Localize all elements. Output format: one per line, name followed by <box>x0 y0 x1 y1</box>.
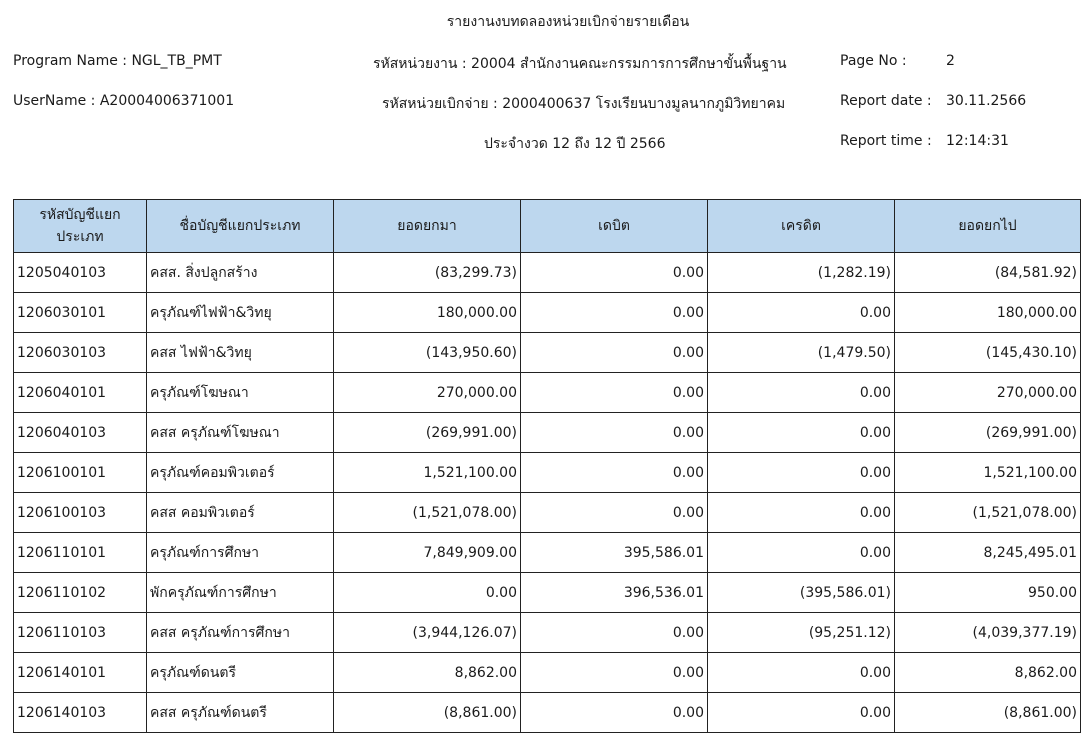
table-row <box>14 693 1081 733</box>
cell-opening-balance: (143,950.60) <box>334 333 521 373</box>
cell-credit: (395,586.01) <box>708 573 895 613</box>
cell-debit: 0.00 <box>521 293 708 333</box>
cell-closing-balance: (4,039,377.19) <box>895 613 1081 653</box>
unit-code: รหัสหน่วยงาน : 20004 สำนักงานคณะกรรมการการศึกษาขั้นพื้นฐาน <box>373 56 787 72</box>
cell-debit: 0.00 <box>521 373 708 413</box>
table-row <box>14 453 1081 493</box>
report-title: รายงานงบทดลองหน่วยเบิกจ่ายรายเดือน <box>446 14 690 30</box>
report-time-label: Report time : <box>840 133 932 149</box>
table-row <box>14 493 1081 533</box>
user-name: UserName : A20004006371001 <box>13 93 235 109</box>
cell-closing-balance: (84,581.92) <box>895 253 1081 293</box>
cell-debit: 0.00 <box>521 653 708 693</box>
cell-debit: 0.00 <box>521 493 708 533</box>
cell-account-name: คสส ครุภัณฑ์การศึกษา <box>147 613 334 653</box>
cell-account-code: 1206030101 <box>14 293 147 333</box>
cell-credit: 0.00 <box>708 413 895 453</box>
cell-closing-balance: 8,862.00 <box>895 653 1081 693</box>
cell-opening-balance: 270,000.00 <box>334 373 521 413</box>
table-row <box>14 653 1081 693</box>
cell-opening-balance: 7,849,909.00 <box>334 533 521 573</box>
disbursement-unit: รหัสหน่วยเบิกจ่าย : 2000400637 โรงเรียนบางมูลนากภูมิวิทยาคม <box>382 96 786 112</box>
cell-account-name: พักครุภัณฑ์การศึกษา <box>147 573 334 613</box>
table-row <box>14 253 1081 293</box>
cell-opening-balance: 8,862.00 <box>334 653 521 693</box>
cell-debit: 395,586.01 <box>521 533 708 573</box>
report-period: ประจำงวด 12 ถึง 12 ปี 2566 <box>484 136 666 152</box>
cell-credit: (1,479.50) <box>708 333 895 373</box>
table-row <box>14 613 1081 653</box>
cell-opening-balance: (3,944,126.07) <box>334 613 521 653</box>
program-name: Program Name : NGL_TB_PMT <box>13 53 222 69</box>
header-credit: เครดิต <box>708 200 895 253</box>
cell-account-name: คสส ครุภัณฑ์ดนตรี <box>147 693 334 733</box>
table-body <box>14 253 1081 733</box>
cell-account-code: 1205040103 <box>14 253 147 293</box>
cell-opening-balance: (8,861.00) <box>334 693 521 733</box>
header-account-code: รหัสบัญชีแยกประเภท <box>14 200 147 253</box>
cell-account-code: 1206140101 <box>14 653 147 693</box>
header-closing-balance: ยอดยกไป <box>895 200 1081 253</box>
cell-account-code: 1206110103 <box>14 613 147 653</box>
table-header-row <box>14 200 1081 253</box>
cell-closing-balance: 1,521,100.00 <box>895 453 1081 493</box>
header-account-name: ชื่อบัญชีแยกประเภท <box>147 200 334 253</box>
cell-account-code: 1206100101 <box>14 453 147 493</box>
cell-credit: 0.00 <box>708 453 895 493</box>
cell-closing-balance: (1,521,078.00) <box>895 493 1081 533</box>
cell-opening-balance: (1,521,078.00) <box>334 493 521 533</box>
cell-account-name: คสส คอมพิวเตอร์ <box>147 493 334 533</box>
cell-debit: 0.00 <box>521 333 708 373</box>
cell-account-name: ครุภัณฑ์ไฟฟ้า&วิทยุ <box>147 293 334 333</box>
cell-opening-balance: 0.00 <box>334 573 521 613</box>
cell-credit: 0.00 <box>708 693 895 733</box>
cell-account-code: 1206140103 <box>14 693 147 733</box>
cell-closing-balance: 8,245,495.01 <box>895 533 1081 573</box>
cell-account-name: ครุภัณฑ์ดนตรี <box>147 653 334 693</box>
header-debit: เดบิต <box>521 200 708 253</box>
cell-closing-balance: 950.00 <box>895 573 1081 613</box>
cell-account-code: 1206040103 <box>14 413 147 453</box>
cell-credit: (1,282.19) <box>708 253 895 293</box>
trial-balance-table <box>13 199 1081 733</box>
cell-credit: 0.00 <box>708 533 895 573</box>
cell-opening-balance: (269,991.00) <box>334 413 521 453</box>
cell-credit: 0.00 <box>708 293 895 333</box>
cell-closing-balance: 180,000.00 <box>895 293 1081 333</box>
cell-account-code: 1206110102 <box>14 573 147 613</box>
cell-account-code: 1206030103 <box>14 333 147 373</box>
cell-closing-balance: (269,991.00) <box>895 413 1081 453</box>
table-row <box>14 573 1081 613</box>
cell-account-name: คสส. สิ่งปลูกสร้าง <box>147 253 334 293</box>
cell-account-code: 1206110101 <box>14 533 147 573</box>
cell-debit: 0.00 <box>521 613 708 653</box>
cell-opening-balance: 1,521,100.00 <box>334 453 521 493</box>
cell-opening-balance: 180,000.00 <box>334 293 521 333</box>
report-time-value: 12:14:31 <box>946 133 1009 149</box>
cell-debit: 0.00 <box>521 453 708 493</box>
table-row <box>14 333 1081 373</box>
table-row <box>14 413 1081 453</box>
cell-closing-balance: (8,861.00) <box>895 693 1081 733</box>
cell-debit: 396,536.01 <box>521 573 708 613</box>
report-date-label: Report date : <box>840 93 932 109</box>
cell-credit: 0.00 <box>708 373 895 413</box>
page-number-label: Page No : <box>840 53 907 69</box>
cell-account-name: ครุภัณฑ์การศึกษา <box>147 533 334 573</box>
cell-debit: 0.00 <box>521 693 708 733</box>
cell-account-code: 1206040101 <box>14 373 147 413</box>
table-row <box>14 533 1081 573</box>
cell-account-code: 1206100103 <box>14 493 147 533</box>
cell-credit: (95,251.12) <box>708 613 895 653</box>
report-date-value: 30.11.2566 <box>946 93 1027 109</box>
cell-closing-balance: 270,000.00 <box>895 373 1081 413</box>
cell-credit: 0.00 <box>708 493 895 533</box>
cell-debit: 0.00 <box>521 413 708 453</box>
cell-debit: 0.00 <box>521 253 708 293</box>
table-row <box>14 293 1081 333</box>
cell-credit: 0.00 <box>708 653 895 693</box>
header-opening-balance: ยอดยกมา <box>334 200 521 253</box>
cell-closing-balance: (145,430.10) <box>895 333 1081 373</box>
cell-opening-balance: (83,299.73) <box>334 253 521 293</box>
cell-account-name: ครุภัณฑ์โฆษณา <box>147 373 334 413</box>
cell-account-name: คสส ครุภัณฑ์โฆษณา <box>147 413 334 453</box>
page-number-value: 2 <box>946 53 955 69</box>
table-row <box>14 373 1081 413</box>
cell-account-name: คสส ไฟฟ้า&วิทยุ <box>147 333 334 373</box>
cell-account-name: ครุภัณฑ์คอมพิวเตอร์ <box>147 453 334 493</box>
